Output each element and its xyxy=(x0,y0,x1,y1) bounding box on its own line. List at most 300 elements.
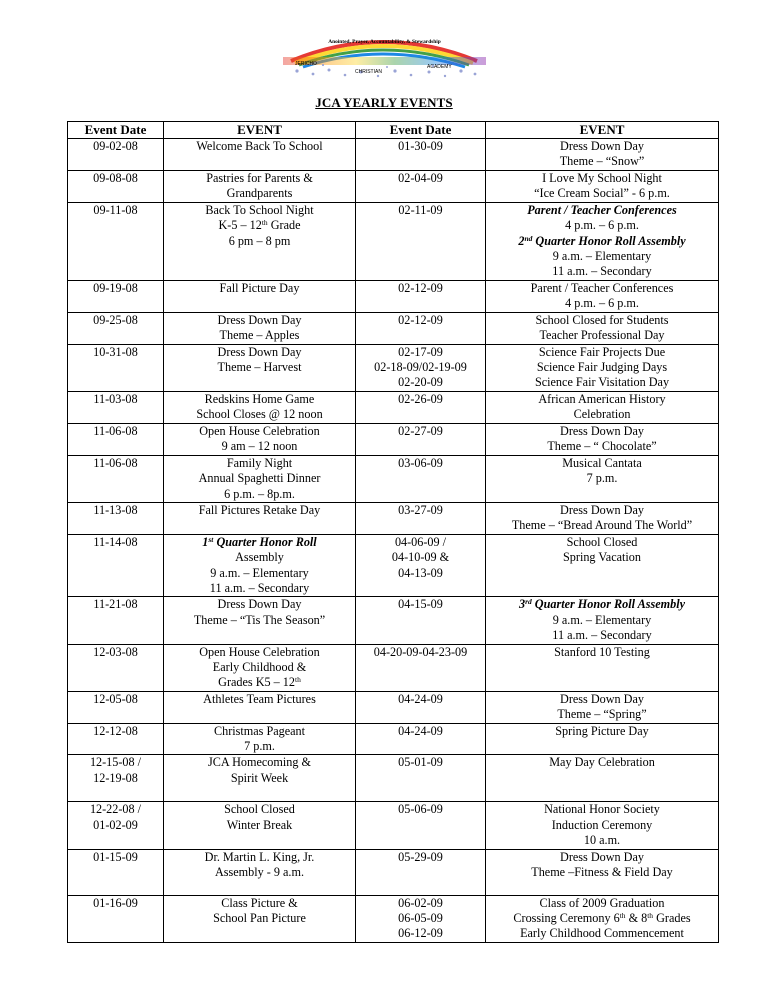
cell-text: 04-06-09 / xyxy=(394,534,447,549)
cell-line xyxy=(487,865,717,880)
cell-text: 02-17-09 xyxy=(398,344,443,359)
cell-line xyxy=(165,675,354,690)
cell-text: School Closes @ 12 noon xyxy=(196,407,323,422)
event-date-cell xyxy=(356,280,486,312)
event-cell xyxy=(164,755,356,802)
cell-text: 06-02-09 xyxy=(398,895,443,910)
event-date-cell xyxy=(356,691,486,723)
cell-line xyxy=(165,234,354,249)
cell-line xyxy=(69,850,162,865)
event-date-cell xyxy=(356,644,486,691)
cell-text: School Pan Picture xyxy=(213,911,306,926)
cell-line xyxy=(165,313,354,328)
cell-line xyxy=(357,850,484,865)
cell-line xyxy=(165,203,354,218)
cell-line xyxy=(165,645,354,660)
cell-text: Spring Vacation xyxy=(563,550,641,565)
cell-text: K-5 – 12 xyxy=(218,218,262,233)
cell-text: Parent / Teacher Conferences xyxy=(527,202,677,217)
event-cell xyxy=(164,455,356,502)
cell-line xyxy=(69,692,162,707)
event-date-cell xyxy=(356,312,486,344)
cell-text: 04-24-09 xyxy=(398,723,443,738)
cell-line xyxy=(165,692,354,707)
event-date-cell xyxy=(68,597,164,644)
event-date-cell xyxy=(356,755,486,802)
event-cell xyxy=(486,644,719,691)
cell-text: 02-27-09 xyxy=(398,423,443,438)
cell-text: 1 xyxy=(202,534,209,549)
cell-text: Open House Celebration xyxy=(199,644,320,659)
cell-line xyxy=(487,345,717,360)
cell-line xyxy=(487,724,717,739)
cell-line xyxy=(165,424,354,439)
event-cell xyxy=(164,171,356,203)
cell-text: 11-21-08 xyxy=(93,597,138,612)
cell-line xyxy=(69,456,162,471)
table-row xyxy=(68,802,719,849)
cell-line xyxy=(165,392,354,407)
table-row xyxy=(68,755,719,802)
cell-line xyxy=(357,566,484,581)
cell-text: Quarter Honor Roll Assembly xyxy=(531,597,686,612)
event-date-cell xyxy=(356,502,486,534)
cell-line xyxy=(357,503,484,518)
cell-text: Stanford 10 Testing xyxy=(554,644,650,659)
cell-line xyxy=(487,154,717,169)
ordinal-suffix: rd xyxy=(525,597,532,607)
cell-line xyxy=(69,392,162,407)
cell-line xyxy=(165,739,354,754)
event-cell xyxy=(486,280,719,312)
cell-text: Theme – “ Chocolate” xyxy=(547,439,657,454)
cell-line xyxy=(487,360,717,375)
cell-text: 06-05-09 xyxy=(398,911,443,926)
cell-text: 10 a.m. xyxy=(583,833,621,848)
cell-line xyxy=(165,139,354,154)
cell-text: Redskins Home Game xyxy=(204,391,315,406)
cell-text: Early Childhood & xyxy=(212,659,307,674)
cell-text: 02-26-09 xyxy=(398,391,443,406)
event-date-cell xyxy=(356,423,486,455)
event-date-cell xyxy=(68,280,164,312)
event-date-cell xyxy=(68,312,164,344)
cell-line xyxy=(165,597,354,612)
event-cell xyxy=(486,755,719,802)
cell-line xyxy=(487,926,717,941)
cell-line xyxy=(69,503,162,518)
cell-line xyxy=(357,645,484,660)
cell-text: 12-22-08 / xyxy=(89,802,142,817)
cell-text: 11-06-08 xyxy=(93,423,138,438)
cell-text: Fall Picture Day xyxy=(219,280,300,295)
cell-text: Pastries for Parents & xyxy=(206,171,313,185)
cell-text: 10-31-08 xyxy=(93,344,138,359)
ordinal-suffix: th xyxy=(261,218,268,228)
table-row xyxy=(68,171,719,203)
cell-line xyxy=(357,692,484,707)
cell-line xyxy=(357,802,484,817)
event-cell xyxy=(164,280,356,312)
cell-text: 09-08-08 xyxy=(93,171,138,185)
cell-text: Fall Pictures Retake Day xyxy=(198,502,321,517)
event-date-cell xyxy=(356,802,486,849)
event-date-cell xyxy=(68,895,164,942)
event-cell xyxy=(164,723,356,755)
cell-line xyxy=(165,613,354,628)
cell-line xyxy=(357,360,484,375)
table-row xyxy=(68,312,719,344)
cell-text: 02-18-09/02-19-09 xyxy=(374,360,467,375)
cell-text: 04-15-09 xyxy=(398,597,443,612)
cell-text: “Ice Cream Social” - 6 p.m. xyxy=(534,186,670,201)
cell-line xyxy=(165,911,354,926)
cell-text: 06-12-09 xyxy=(398,926,443,941)
event-date-cell xyxy=(68,644,164,691)
logo-word: CHRISTIAN xyxy=(355,69,382,75)
cell-text: Dress Down Day xyxy=(560,691,644,706)
cell-line xyxy=(487,186,717,201)
cell-line xyxy=(487,203,717,218)
cell-text: 11 a.m. – Secondary xyxy=(209,580,310,595)
cell-line xyxy=(487,456,717,471)
cell-text: 04-20-09-04-23-09 xyxy=(373,644,468,659)
cell-line xyxy=(357,281,484,296)
cell-text: Theme –Fitness & Field Day xyxy=(531,865,673,880)
cell-text: 02-04-09 xyxy=(398,171,443,185)
rainbow-logo-graphic xyxy=(283,27,486,79)
cell-text: School Closed xyxy=(224,802,295,817)
event-cell xyxy=(164,202,356,280)
cell-text: 02-12-09 xyxy=(398,280,443,295)
event-date-cell xyxy=(68,423,164,455)
cell-line xyxy=(487,171,717,186)
cell-text: 02-20-09 xyxy=(398,375,443,390)
cell-line xyxy=(69,818,162,833)
cell-text: School Closed for Students xyxy=(535,312,669,327)
cell-line xyxy=(165,471,354,486)
event-date-cell xyxy=(68,802,164,849)
cell-text: 09-25-08 xyxy=(93,312,138,327)
cell-text: Dress Down Day xyxy=(560,502,644,517)
cell-line xyxy=(487,802,717,817)
event-date-cell xyxy=(356,202,486,280)
event-date-cell xyxy=(68,391,164,423)
ordinal-suffix: th xyxy=(295,675,301,685)
cell-line xyxy=(357,424,484,439)
event-cell xyxy=(486,849,719,895)
cell-text: Assembly xyxy=(235,550,284,565)
cell-text: Dr. Martin L. King, Jr. xyxy=(204,849,315,864)
cell-line xyxy=(487,439,717,454)
cell-line xyxy=(69,896,162,911)
event-cell xyxy=(486,139,719,171)
table-row xyxy=(68,455,719,502)
cell-text: 11-03-08 xyxy=(93,391,138,406)
cell-text: 9 am – 12 noon xyxy=(221,439,298,454)
event-date-cell xyxy=(356,534,486,597)
cell-line xyxy=(165,771,354,786)
cell-text: 03-06-09 xyxy=(398,455,443,470)
cell-text: Teacher Professional Day xyxy=(539,328,665,343)
cell-text: 12-05-08 xyxy=(93,691,138,706)
event-cell xyxy=(164,849,356,895)
cell-text: 4 p.m. – 6 p.m. xyxy=(565,218,639,233)
cell-line xyxy=(69,281,162,296)
cell-text: I Love My School Night xyxy=(542,171,662,185)
cell-text: 01-30-09 xyxy=(398,139,443,153)
event-cell xyxy=(486,171,719,203)
cell-text: Grades K5 – 12 xyxy=(218,675,295,690)
cell-line xyxy=(487,503,717,518)
cell-line xyxy=(165,328,354,343)
cell-line xyxy=(487,692,717,707)
cell-text: May Day Celebration xyxy=(549,755,655,770)
cell-line xyxy=(69,802,162,817)
cell-line xyxy=(357,203,484,218)
event-cell xyxy=(486,534,719,597)
cell-line xyxy=(487,707,717,722)
cell-line xyxy=(165,724,354,739)
cell-line xyxy=(357,535,484,550)
event-date-cell xyxy=(356,344,486,391)
cell-text: Dress Down Day xyxy=(560,423,644,438)
table-row xyxy=(68,895,719,942)
cell-line xyxy=(487,471,717,486)
event-cell xyxy=(486,691,719,723)
cell-line xyxy=(165,566,354,581)
cell-line xyxy=(69,345,162,360)
table-header-row xyxy=(68,122,719,139)
cell-text: 9 a.m. – Elementary xyxy=(552,249,652,264)
cell-line xyxy=(165,535,354,550)
event-cell xyxy=(486,344,719,391)
cell-text: Welcome Back To School xyxy=(196,139,323,153)
event-cell xyxy=(486,202,719,280)
cell-text: Open House Celebration xyxy=(199,423,320,438)
cell-text: 05-29-09 xyxy=(398,849,443,864)
cell-line xyxy=(165,865,354,880)
cell-line xyxy=(165,581,354,596)
cell-line xyxy=(357,456,484,471)
cell-text: 11 a.m. – Secondary xyxy=(552,628,652,643)
cell-line xyxy=(487,407,717,422)
cell-text: 2 xyxy=(518,233,525,248)
event-date-cell xyxy=(68,139,164,171)
cell-text: Musical Cantata xyxy=(562,455,642,470)
cell-text: 7 p.m. xyxy=(244,739,275,753)
school-logo xyxy=(283,27,486,79)
cell-line xyxy=(357,896,484,911)
cell-line xyxy=(69,424,162,439)
cell-line xyxy=(487,424,717,439)
cell-text: 04-24-09 xyxy=(398,691,443,706)
cell-text: 11-14-08 xyxy=(93,534,138,549)
cell-text: 09-02-08 xyxy=(93,139,138,153)
cell-text: Science Fair Projects Due xyxy=(538,344,666,359)
logo-motto: Anointed, Prayer, Accountability, & Stewardship xyxy=(328,39,441,45)
event-date-cell xyxy=(356,723,486,755)
cell-text: Dress Down Day xyxy=(560,849,644,864)
cell-line xyxy=(165,456,354,471)
cell-text: 9 a.m. – Elementary xyxy=(552,612,652,627)
cell-line xyxy=(487,896,717,911)
cell-line xyxy=(357,597,484,612)
cell-line xyxy=(487,833,717,848)
cell-text: 11-13-08 xyxy=(93,502,138,517)
cell-text: Quarter Honor Roll Assembly xyxy=(532,233,686,248)
event-cell xyxy=(164,895,356,942)
event-cell xyxy=(164,391,356,423)
ordinal-suffix: th xyxy=(647,911,654,921)
cell-line xyxy=(357,313,484,328)
event-date-cell xyxy=(356,455,486,502)
cell-text: 02-11-09 xyxy=(398,202,443,217)
table-row xyxy=(68,423,719,455)
cell-line xyxy=(69,535,162,550)
event-date-cell xyxy=(356,597,486,644)
cell-line xyxy=(165,660,354,675)
logo-word: JERICHO xyxy=(295,61,317,67)
cell-line xyxy=(357,392,484,407)
cell-text: Back To School Night xyxy=(205,202,314,217)
cell-line xyxy=(165,503,354,518)
cell-line xyxy=(487,328,717,343)
cell-line xyxy=(487,550,717,565)
cell-line xyxy=(165,407,354,422)
cell-line xyxy=(357,139,484,154)
event-cell xyxy=(164,691,356,723)
cell-text: 11 a.m. – Secondary xyxy=(552,264,652,279)
cell-line xyxy=(487,518,717,533)
event-cell xyxy=(164,423,356,455)
cell-line xyxy=(165,171,354,186)
cell-text: Quarter Honor Roll xyxy=(213,534,317,549)
cell-text: 01-15-09 xyxy=(93,849,138,864)
event-cell xyxy=(164,502,356,534)
cell-text: Annual Spaghetti Dinner xyxy=(198,471,321,486)
cell-text: 02-12-09 xyxy=(398,312,443,327)
cell-line xyxy=(165,360,354,375)
event-date-cell xyxy=(356,391,486,423)
event-date-cell xyxy=(356,171,486,203)
event-cell xyxy=(164,312,356,344)
event-date-cell xyxy=(68,202,164,280)
event-cell xyxy=(164,344,356,391)
ordinal-suffix: th xyxy=(619,911,626,921)
cell-text: Grades xyxy=(653,911,691,926)
event-cell xyxy=(164,139,356,171)
event-date-cell xyxy=(68,171,164,203)
event-cell xyxy=(486,723,719,755)
event-cell xyxy=(486,423,719,455)
column-header-event-date: Event Date xyxy=(356,122,486,139)
cell-line xyxy=(487,281,717,296)
event-cell xyxy=(486,391,719,423)
cell-line xyxy=(487,850,717,865)
cell-line xyxy=(165,487,354,502)
cell-text: Dress Down Day xyxy=(217,312,302,327)
cell-text: 12-19-08 xyxy=(93,770,138,785)
cell-line xyxy=(487,234,717,249)
table-row xyxy=(68,202,719,280)
cell-text: Theme – “Tis The Season” xyxy=(193,612,326,627)
cell-text: Crossing Ceremony 6 xyxy=(513,911,620,926)
cell-line xyxy=(357,724,484,739)
cell-line xyxy=(487,645,717,660)
cell-line xyxy=(357,375,484,390)
cell-line xyxy=(357,345,484,360)
cell-line xyxy=(487,139,717,154)
table-row xyxy=(68,534,719,597)
event-cell xyxy=(164,597,356,644)
cell-line xyxy=(69,597,162,612)
cell-text: 01-02-09 xyxy=(93,817,138,832)
cell-line xyxy=(487,375,717,390)
cell-text: 01-16-09 xyxy=(93,895,138,910)
cell-line xyxy=(487,597,717,612)
cell-text: 9 a.m. – Elementary xyxy=(210,565,309,580)
cell-text: 09-19-08 xyxy=(93,280,138,295)
cell-text: Theme – “Snow” xyxy=(559,154,645,169)
cell-text: Theme – Apples xyxy=(219,328,300,343)
cell-text: 6 p.m. – 8p.m. xyxy=(224,486,295,501)
event-cell xyxy=(486,312,719,344)
cell-text: 12-03-08 xyxy=(93,644,138,659)
cell-text: 6 pm – 8 pm xyxy=(228,233,291,248)
cell-line xyxy=(357,926,484,941)
event-cell xyxy=(486,802,719,849)
cell-text: Celebration xyxy=(573,407,631,422)
event-date-cell xyxy=(356,895,486,942)
cell-line xyxy=(165,218,354,233)
cell-text: Induction Ceremony xyxy=(551,817,653,832)
event-cell xyxy=(486,502,719,534)
cell-line xyxy=(487,392,717,407)
event-cell xyxy=(164,802,356,849)
cell-text: Spirit Week xyxy=(230,770,289,785)
cell-line xyxy=(69,645,162,660)
cell-text: 3 xyxy=(518,597,526,612)
cell-line xyxy=(69,724,162,739)
event-date-cell xyxy=(68,849,164,895)
ordinal-suffix: nd xyxy=(524,233,533,243)
event-cell xyxy=(164,534,356,597)
cell-text: 03-27-09 xyxy=(398,502,443,517)
cell-line xyxy=(165,802,354,817)
cell-text: Assembly - 9 a.m. xyxy=(214,865,305,880)
cell-text: Class Picture & xyxy=(221,895,298,910)
cell-line xyxy=(165,896,354,911)
cell-line xyxy=(487,628,717,643)
cell-text: Theme – Harvest xyxy=(217,360,302,375)
cell-text: 05-01-09 xyxy=(398,755,443,770)
cell-line xyxy=(487,313,717,328)
cell-line xyxy=(357,755,484,770)
cell-line xyxy=(487,755,717,770)
cell-text: Grade xyxy=(267,218,301,233)
ordinal-suffix: st xyxy=(208,534,214,544)
cell-line xyxy=(165,439,354,454)
cell-text: Dress Down Day xyxy=(217,344,302,359)
cell-text: Theme – “Bread Around The World” xyxy=(511,518,693,533)
cell-line xyxy=(69,755,162,770)
table-row xyxy=(68,644,719,691)
cell-text: & 8 xyxy=(625,911,648,926)
cell-text: 7 p.m. xyxy=(586,471,618,486)
event-date-cell xyxy=(68,723,164,755)
cell-line xyxy=(69,171,162,186)
